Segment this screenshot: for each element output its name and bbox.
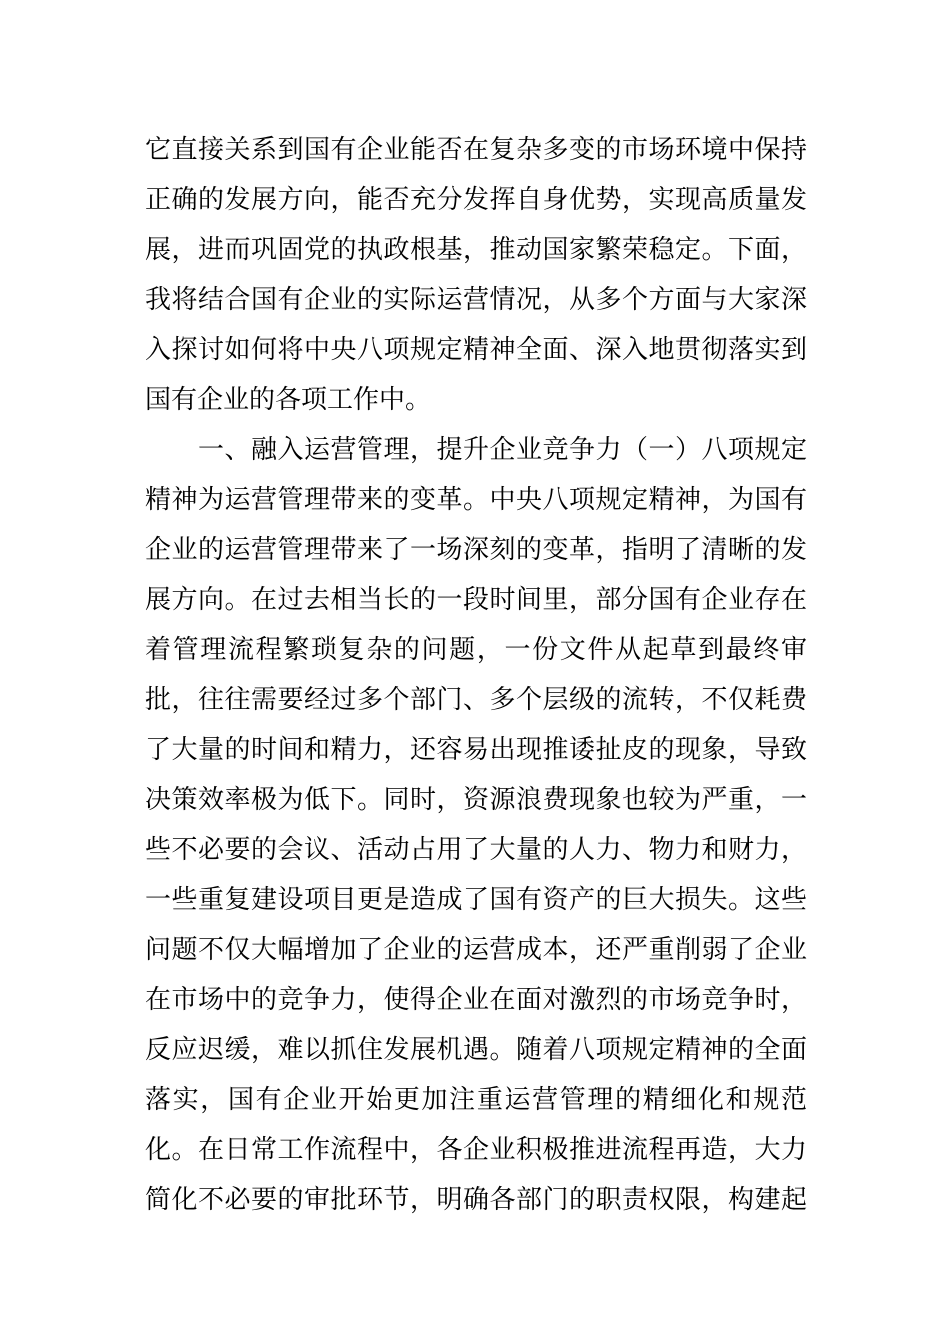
text-line: 精神为运营管理带来的变革。中央八项规定精神，为国有 [145, 485, 807, 515]
text-line: 着管理流程繁琐复杂的问题，一份文件从起草到最终审 [145, 635, 807, 665]
text-line: 国有企业的各项工作中。 [145, 385, 432, 415]
text-line: 正确的发展方向，能否充分发挥自身优势，实现高质量发 [145, 185, 807, 215]
text-line: 些不必要的会议、活动占用了大量的人力、物力和财力， [145, 835, 807, 865]
text-line: 入探讨如何将中央八项规定精神全面、深入地贯彻落实到 [145, 335, 807, 365]
text-line: 反应迟缓，难以抓住发展机遇。随着八项规定精神的全面 [145, 1035, 807, 1065]
text-line: 在市场中的竞争力，使得企业在面对激烈的市场竞争时， [145, 985, 807, 1015]
text-line: 一些重复建设项目更是造成了国有资产的巨大损失。这些 [145, 885, 807, 915]
text-line: 批，往往需要经过多个部门、多个层级的流转，不仅耗费 [145, 685, 807, 715]
text-line: 展，进而巩固党的执政根基，推动国家繁荣稳定。下面， [145, 235, 807, 265]
text-line: 化。在日常工作流程中，各企业积极推进流程再造，大力 [145, 1135, 807, 1165]
text-line: 问题不仅大幅增加了企业的运营成本，还严重削弱了企业 [145, 935, 807, 965]
text-line: 企业的运营管理带来了一场深刻的变革，指明了清晰的发 [145, 535, 807, 565]
text-line: 决策效率极为低下。同时，资源浪费现象也较为严重，一 [145, 785, 807, 815]
text-line: 简化不必要的审批环节，明确各部门的职责权限，构建起 [145, 1185, 807, 1215]
text-line: 它直接关系到国有企业能否在复杂多变的市场环境中保持 [145, 135, 807, 165]
text-line: 了大量的时间和精力，还容易出现推诿扯皮的现象，导致 [145, 735, 807, 765]
text-line: 落实，国有企业开始更加注重运营管理的精细化和规范 [145, 1085, 807, 1115]
text-line: 展方向。在过去相当长的一段时间里，部分国有企业存在 [145, 585, 807, 615]
section-heading-line: 一、融入运营管理，提升企业竞争力（一）八项规定 [145, 435, 807, 465]
text-line: 我将结合国有企业的实际运营情况，从多个方面与大家深 [145, 285, 807, 315]
